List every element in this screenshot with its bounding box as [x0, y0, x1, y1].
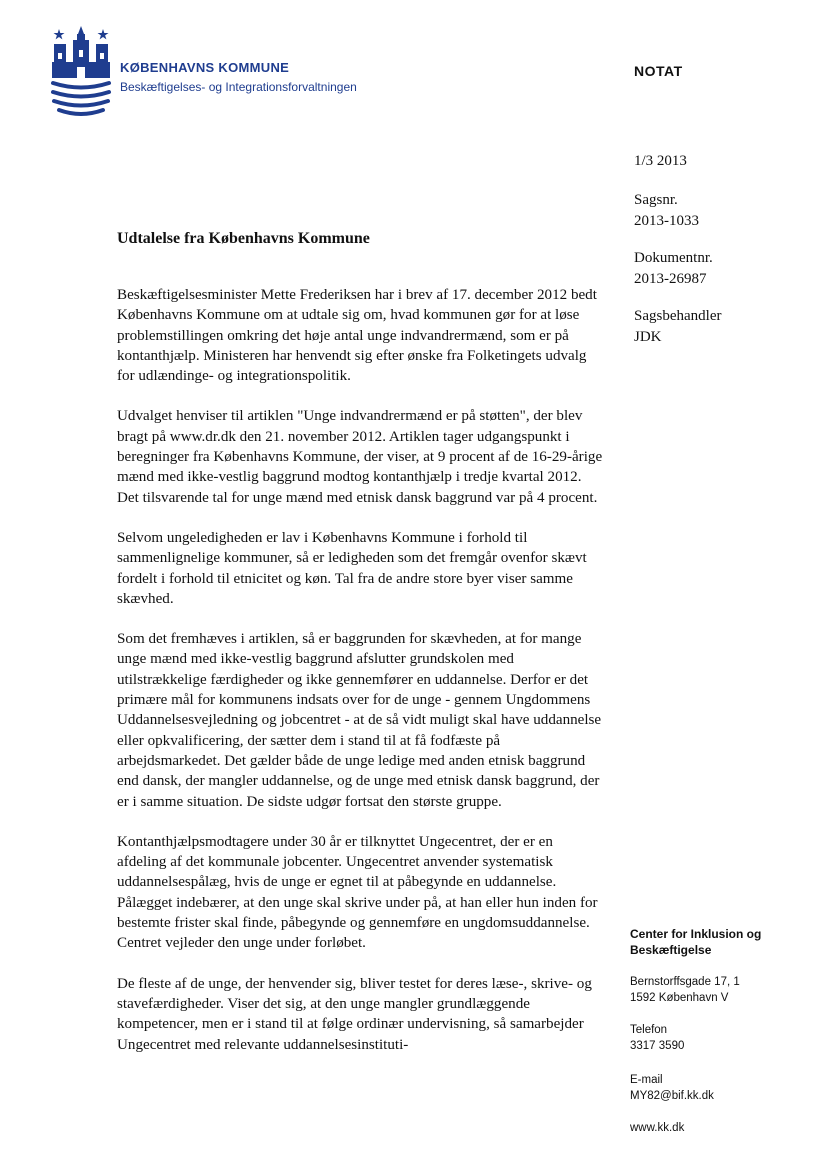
address-block: [630, 974, 810, 1006]
address-line2: 1592 København V: [630, 992, 729, 1004]
document-number-block: [634, 248, 713, 290]
phone-block: [630, 1022, 810, 1054]
email-block: [630, 1072, 810, 1104]
document-type: NOTAT: [634, 63, 683, 79]
address-line1: Bernstorffsgade 17, 1: [630, 976, 740, 988]
center-name-line1: Center for Inklusion og: [630, 927, 762, 941]
phone-number: 3317 3590: [630, 1040, 685, 1052]
case-number-label: Sagsnr.: [634, 192, 678, 208]
document-number-label: Dokumentnr.: [634, 250, 713, 266]
website-block: [630, 1120, 810, 1136]
case-handler-label: Sagsbehandler: [634, 308, 722, 324]
body-paragraph: Udvalget henviser til artiklen "Unge indvandrermænd er på støtten", der blev bragt på www.dr.dk den 21. november 2012. Artiklen tager udgangspunkt i beregninger fra Københavns Kommune, der viser, at 9 procent af de 16-29-årige mænd med ikke-vestlig baggrund modtog kontanthjælp i tredje kvartal 2012. Det tilsvarende tal for unge mænd med etnisk dansk baggrund var på 4 procent.: [117, 408, 603, 506]
body-paragraph: Beskæftigelsesminister Mette Frederiksen har i brev af 17. december 2012 bedt Københavns Kommune om at udtale sig om, hvad kommunen gør for at løse problemstillingen omkring det høje antal unge indvandrermænd, som er på kontanthjælp. Ministeren har henvendt sig efter ønske fra Folketingets udvalg for udlændinge- og integrationspolitik.: [117, 287, 597, 385]
case-number: 2013-1033: [634, 213, 699, 229]
email-label: E-mail: [630, 1074, 663, 1086]
document-date: 1/3 2013: [634, 153, 687, 169]
center-name-line2: Beskæftigelse: [630, 943, 712, 957]
document-number: 2013-26987: [634, 271, 707, 287]
document-body: [117, 285, 604, 1075]
body-paragraph: Kontanthjælpsmodtagere under 30 år er tilknyttet Ungecentret, der er en afdeling af det kommunale jobcenter. Ungecentret anvender systematisk uddannelsespålæg, hvis de unge er egnet til at påbegynde en uddannelse. Pålægget indebærer, at den unge skal skrive under på, at han eller hun inden for bestemte frister skal finde, påbegynde og gennemføre en ungdomsuddannelse. Centret vejleder den unge under forløbet.: [117, 833, 598, 952]
body-paragraph: Selvom ungeledigheden er lav i Københavns Kommune i forhold til sammenlignelige kommuner, så er ledigheden som det fremgår ovenfor skævt fordelt i forhold til etnicitet og køn. Tal fra de andre store byer viser samme skævhed.: [117, 529, 587, 607]
email-address: MY82@bif.kk.dk: [630, 1090, 714, 1102]
organization-name: KØBENHAVNS KOMMUNE: [120, 60, 290, 75]
department-name: Beskæftigelses- og Integrationsforvaltningen: [120, 80, 357, 94]
case-number-block: [634, 190, 699, 232]
case-handler: JDK: [634, 329, 662, 345]
document-title: Udtalelse fra Københavns Kommune: [117, 230, 370, 247]
case-handler-block: [634, 306, 721, 348]
copenhagen-emblem-icon: [50, 26, 112, 120]
website: www.kk.dk: [630, 1122, 685, 1134]
body-paragraph: De fleste af de unge, der henvender sig, bliver testet for deres læse-, skrive- og stavefærdigheder. Viser det sig, at den unge mangler grundlæggende kompetencer, men er i stand til at følge ordinær undervisning, så samarbejder Ungecentret med relevante uddannelsesinstituti-: [117, 975, 592, 1053]
center-name-block: [630, 926, 810, 958]
body-paragraph: Som det fremhæves i artiklen, så er baggrunden for skævheden, at for mange unge mænd med ikke-vestlig baggrund afslutter grundskolen med utilstrækkelige færdigheder og ikke gennemfører en uddannelse. Derfor er det primære mål for kommunens indsats over for de unge - gennem Ungdommens Uddannelsesvejledning og jobcentret - at de så vidt muligt skal have uddannelse eller opkvalificering, der sætter dem i stand til at få fodfæste på arbejdsmarkedet. Det gælder både de unge ledige med anden etnisk baggrund end dansk, der mangler uddannelse, og de unge med etnisk dansk baggrund, der er i samme situation. De sidste udgør fortsat den største gruppe.: [117, 631, 602, 810]
document-date-block: [634, 151, 687, 172]
phone-label: Telefon: [630, 1024, 668, 1036]
